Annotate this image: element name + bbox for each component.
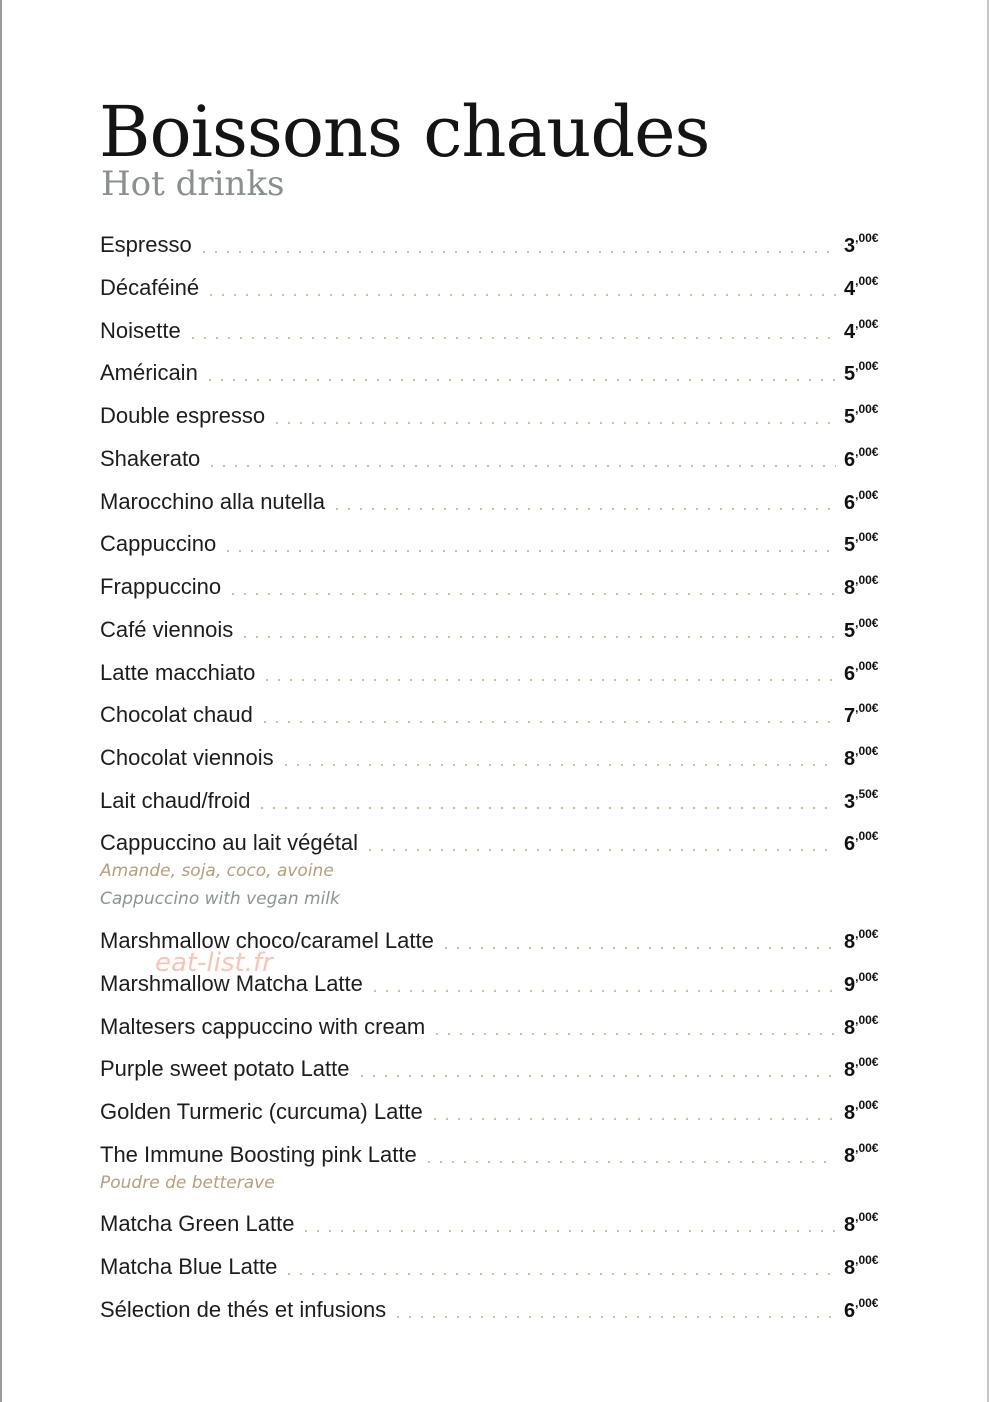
menu-item <box>100 699 892 729</box>
menu-item-price <box>844 229 892 259</box>
price-euros: 5 <box>844 620 856 642</box>
price-euros: 8 <box>844 1257 856 1279</box>
menu-item-price <box>844 925 892 955</box>
price-cents: ,00€ <box>855 1098 879 1112</box>
menu-item-price <box>844 1096 892 1126</box>
price-cents: ,00€ <box>855 744 879 758</box>
page-subtitle: Hot drinks <box>101 164 285 204</box>
dotted-leader <box>429 1118 836 1120</box>
price-euros: 8 <box>844 1059 856 1081</box>
menu-item-price <box>844 699 892 729</box>
menu-item-price <box>844 443 892 473</box>
price-euros: 5 <box>844 406 856 428</box>
menu-item-name: Matcha Blue Latte <box>100 1254 278 1279</box>
menu-item <box>100 229 892 259</box>
price-cents: ,00€ <box>855 829 879 843</box>
price-euros: 5 <box>844 534 856 556</box>
menu-item-name: Shakerato <box>100 446 201 471</box>
price-euros: 6 <box>844 663 856 685</box>
menu-item-price <box>844 400 892 430</box>
price-cents: ,00€ <box>855 616 879 630</box>
menu-item-row <box>100 1011 892 1041</box>
price-euros: 6 <box>844 1300 856 1322</box>
dotted-leader <box>331 508 836 510</box>
menu-item-row <box>100 699 892 729</box>
menu-item <box>100 1053 892 1083</box>
menu-item <box>100 1011 892 1041</box>
menu-item-price <box>844 1139 892 1169</box>
menu-item-name: Matcha Green Latte <box>100 1211 295 1236</box>
menu-item-price <box>844 272 892 302</box>
menu-item-name: Marocchino alla nutella <box>100 489 326 514</box>
menu-item-note-french: Poudre de betterave <box>100 1173 275 1193</box>
dotted-leader <box>300 1230 836 1232</box>
menu-item-row <box>100 486 892 516</box>
menu-item-name: Lait chaud/froid <box>100 788 251 813</box>
menu-item-name: Latte macchiato <box>100 660 256 685</box>
price-euros: 8 <box>844 1145 856 1167</box>
price-cents: ,00€ <box>855 231 879 245</box>
menu-item-price <box>844 742 892 772</box>
price-cents: ,00€ <box>855 402 879 416</box>
price-cents: ,00€ <box>855 927 879 941</box>
menu-item-price <box>844 785 892 815</box>
menu-item-name: Double espresso <box>100 403 266 428</box>
watermark: eat-list.fr <box>155 948 273 978</box>
dotted-leader <box>440 947 836 949</box>
menu-item-price <box>844 1053 892 1083</box>
dotted-leader <box>256 807 836 809</box>
dotted-leader <box>423 1161 836 1163</box>
dotted-leader <box>239 636 836 638</box>
menu-item-note-english: Cappuccino with vegan milk <box>100 889 340 909</box>
menu-item <box>100 614 892 644</box>
dotted-leader <box>280 764 836 766</box>
menu-item-price <box>844 1294 892 1324</box>
dotted-leader <box>204 379 836 381</box>
menu-item-name: Espresso <box>100 232 192 257</box>
menu-item-name: Décaféiné <box>100 275 200 300</box>
dotted-leader <box>364 849 836 851</box>
dotted-leader <box>392 1316 836 1318</box>
menu-item-name: Café viennois <box>100 617 234 642</box>
menu-item <box>100 400 892 430</box>
menu-item <box>100 1139 892 1197</box>
price-cents: ,00€ <box>855 1013 879 1027</box>
menu-item-name: Purple sweet potato Latte <box>100 1056 350 1081</box>
menu-item-row <box>100 968 892 998</box>
dotted-leader <box>187 337 836 339</box>
menu-item-price <box>844 571 892 601</box>
menu-item-row <box>100 827 892 857</box>
price-euros: 3 <box>844 791 856 813</box>
menu-item-name: Noisette <box>100 318 181 343</box>
price-euros: 8 <box>844 1017 856 1039</box>
dotted-leader <box>283 1273 836 1275</box>
menu-item <box>100 785 892 815</box>
price-cents: ,00€ <box>855 1141 879 1155</box>
price-cents: ,00€ <box>855 970 879 984</box>
menu-item-row <box>100 614 892 644</box>
menu-item-row <box>100 443 892 473</box>
menu-item-name: Sélection de thés et infusions <box>100 1297 387 1322</box>
menu-item <box>100 486 892 516</box>
menu-item-name: Frappuccino <box>100 574 222 599</box>
menu-item-row <box>100 1096 892 1126</box>
price-euros: 4 <box>844 321 856 343</box>
menu-item <box>100 925 892 955</box>
menu-item-row <box>100 657 892 687</box>
menu-item <box>100 1294 892 1324</box>
menu-item-name: The Immune Boosting pink Latte <box>100 1142 417 1167</box>
page-title: Boissons chaudes <box>99 91 710 173</box>
price-cents: ,00€ <box>855 274 879 288</box>
menu-item-price <box>844 657 892 687</box>
menu-item <box>100 968 892 998</box>
menu-item-name: Américain <box>100 360 198 385</box>
menu-item-name: Cappuccino <box>100 531 217 556</box>
dotted-leader <box>369 990 836 992</box>
price-euros: 9 <box>844 974 856 996</box>
menu-item <box>100 827 892 913</box>
menu-item-row <box>100 785 892 815</box>
price-cents: ,00€ <box>855 488 879 502</box>
menu-item-row <box>100 1294 892 1324</box>
menu-item-row <box>100 229 892 259</box>
dotted-leader <box>356 1075 837 1077</box>
menu-item-price <box>844 968 892 998</box>
menu-item-row <box>100 1053 892 1083</box>
menu-item-row <box>100 742 892 772</box>
menu-item-name: Chocolat viennois <box>100 745 274 770</box>
menu-item-price <box>844 486 892 516</box>
menu-item <box>100 742 892 772</box>
menu-item-row <box>100 357 892 387</box>
price-euros: 6 <box>844 492 856 514</box>
menu-item-row <box>100 925 892 955</box>
menu-item-row <box>100 315 892 345</box>
menu-item <box>100 443 892 473</box>
price-euros: 8 <box>844 1102 856 1124</box>
price-euros: 8 <box>844 931 856 953</box>
menu-item-row <box>100 400 892 430</box>
dotted-leader <box>261 679 836 681</box>
price-cents: ,00€ <box>855 701 879 715</box>
menu-item-row <box>100 1208 892 1238</box>
dotted-leader <box>206 465 836 467</box>
menu-item-note-french: Amande, soja, coco, avoine <box>100 861 334 881</box>
price-cents: ,00€ <box>855 1253 879 1267</box>
menu-item-price <box>844 1251 892 1281</box>
price-cents: ,00€ <box>855 1055 879 1069</box>
menu-item <box>100 528 892 558</box>
price-cents: ,00€ <box>855 1210 879 1224</box>
price-cents: ,50€ <box>855 787 879 801</box>
menu-item-name: Marshmallow Matcha Latte <box>100 971 363 996</box>
price-euros: 8 <box>844 577 856 599</box>
menu-item-price <box>844 357 892 387</box>
dotted-leader <box>259 721 836 723</box>
price-euros: 6 <box>844 833 856 855</box>
menu-item-row <box>100 1251 892 1281</box>
menu-item-row <box>100 1139 892 1169</box>
menu-item-price <box>844 528 892 558</box>
menu-item-row <box>100 272 892 302</box>
price-euros: 8 <box>844 1214 856 1236</box>
menu-item-name: Chocolat chaud <box>100 702 253 727</box>
price-cents: ,00€ <box>855 445 879 459</box>
menu-item-name: Marshmallow choco/caramel Latte <box>100 928 434 953</box>
price-cents: ,00€ <box>855 1296 879 1310</box>
menu-item-name: Cappuccino au lait végétal <box>100 830 359 855</box>
price-euros: 4 <box>844 278 856 300</box>
menu-item-name: Golden Turmeric (curcuma) Latte <box>100 1099 423 1124</box>
menu-item <box>100 315 892 345</box>
price-cents: ,00€ <box>855 659 879 673</box>
dotted-leader <box>271 422 836 424</box>
menu-item-row <box>100 528 892 558</box>
price-cents: ,00€ <box>855 573 879 587</box>
dotted-leader <box>205 294 836 296</box>
price-euros: 5 <box>844 363 856 385</box>
price-euros: 8 <box>844 748 856 770</box>
price-euros: 3 <box>844 235 856 257</box>
price-euros: 7 <box>844 705 856 727</box>
menu-item <box>100 1096 892 1126</box>
menu-item <box>100 357 892 387</box>
price-cents: ,00€ <box>855 359 879 373</box>
menu-item-price <box>844 827 892 857</box>
menu-item <box>100 657 892 687</box>
menu-item-name: Maltesers cappuccino with cream <box>100 1014 426 1039</box>
menu-item <box>100 571 892 601</box>
price-cents: ,00€ <box>855 530 879 544</box>
menu-item <box>100 1251 892 1281</box>
dotted-leader <box>227 593 836 595</box>
menu-item-price <box>844 614 892 644</box>
menu-item <box>100 272 892 302</box>
dotted-leader <box>198 251 836 253</box>
menu-item-price <box>844 1011 892 1041</box>
menu-item <box>100 1208 892 1238</box>
dotted-leader <box>431 1033 836 1035</box>
menu-item-price <box>844 1208 892 1238</box>
menu-item-price <box>844 315 892 345</box>
price-cents: ,00€ <box>855 317 879 331</box>
price-euros: 6 <box>844 449 856 471</box>
menu-item-row <box>100 571 892 601</box>
dotted-leader <box>222 550 836 552</box>
